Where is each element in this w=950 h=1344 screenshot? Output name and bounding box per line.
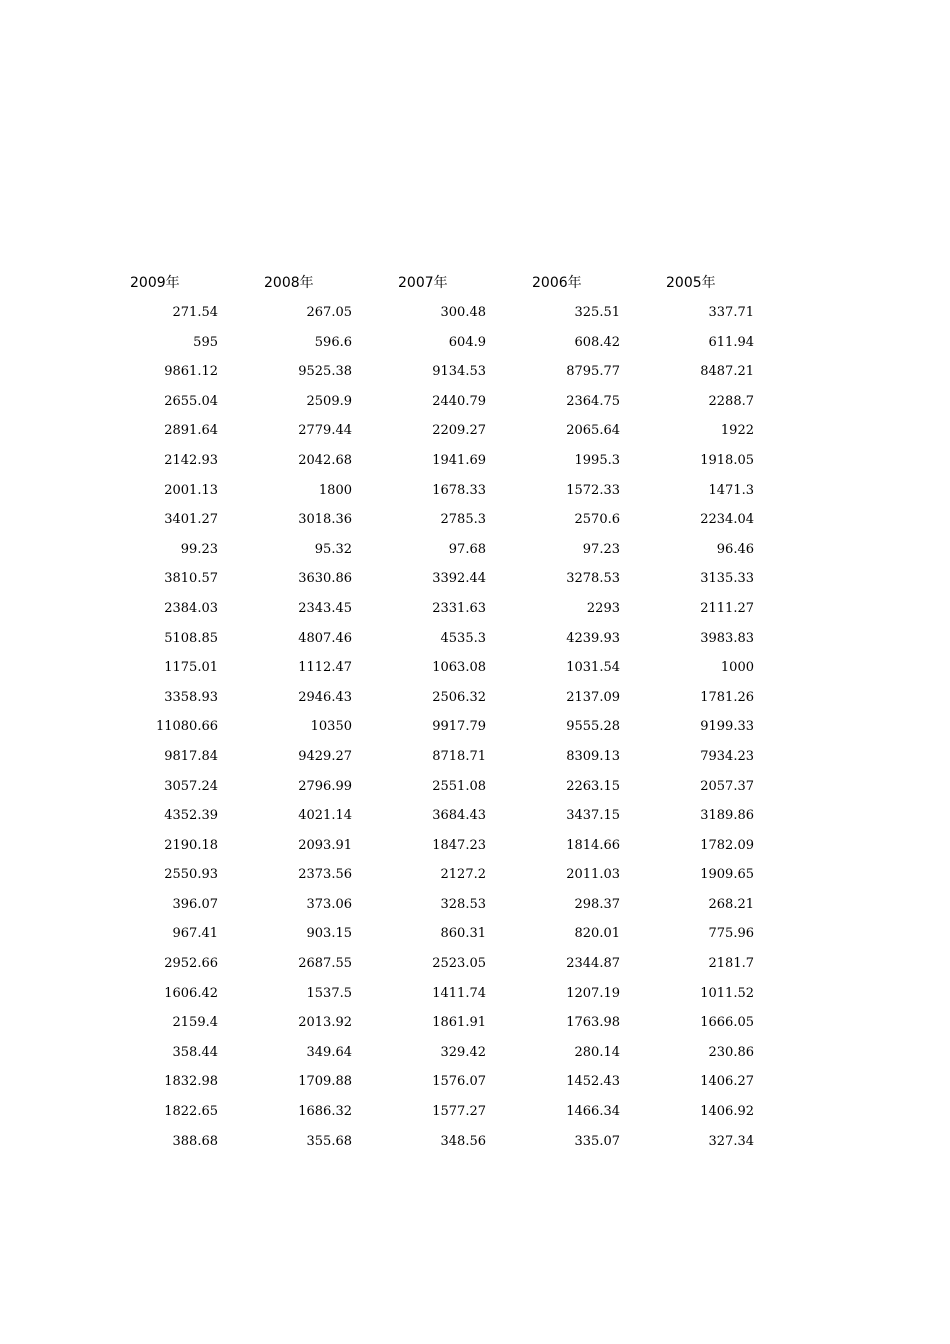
- table-row: [0, 537, 950, 567]
- table-cell: 2159.4: [172, 1015, 218, 1031]
- table-cell: 2181.7: [708, 956, 754, 972]
- table-cell: 7934.23: [700, 748, 754, 764]
- table-row: [0, 1129, 950, 1159]
- table-cell: 1995.3: [574, 452, 620, 468]
- table-cell: 8309.13: [566, 748, 620, 764]
- table-cell: 2137.09: [566, 689, 620, 705]
- table-cell: 608.42: [574, 334, 620, 350]
- table-row: [0, 774, 950, 804]
- table-cell: 1207.19: [566, 985, 620, 1001]
- table-cell: 3810.57: [164, 571, 218, 587]
- column-header-2009: 2009年: [130, 275, 180, 291]
- table-cell: 2093.91: [298, 837, 352, 853]
- table-row: [0, 921, 950, 951]
- table-cell: 97.68: [448, 541, 486, 557]
- table-cell: 9555.28: [566, 719, 620, 735]
- table-cell: 2440.79: [432, 393, 486, 409]
- table-cell: 2331.63: [432, 600, 486, 616]
- table-cell: 8718.71: [432, 748, 486, 764]
- table-row: [0, 685, 950, 715]
- table-cell: 97.23: [582, 541, 620, 557]
- table-cell: 903.15: [306, 926, 352, 942]
- table-cell: 2127.2: [440, 867, 486, 883]
- table-row: [0, 330, 950, 360]
- table-cell: 2288.7: [708, 393, 754, 409]
- table-cell: 373.06: [306, 896, 352, 912]
- table-cell: 9861.12: [164, 364, 218, 380]
- table-row: [0, 803, 950, 833]
- table-cell: 3057.24: [164, 778, 218, 794]
- table-cell: 820.01: [574, 926, 620, 942]
- table-cell: 1466.34: [566, 1104, 620, 1120]
- table-cell: 325.51: [574, 305, 620, 320]
- table-cell: 1175.01: [164, 660, 218, 676]
- table-cell: 1572.33: [566, 482, 620, 498]
- table-header-row: [0, 272, 950, 296]
- table-cell: 3983.83: [700, 630, 754, 646]
- table-cell: 2384.03: [164, 600, 218, 616]
- table-cell: 595: [193, 334, 218, 350]
- table-cell: 3135.33: [700, 571, 754, 587]
- table-cell: 1832.98: [164, 1074, 218, 1090]
- table-cell: 2551.08: [432, 778, 486, 794]
- table-cell: 3392.44: [432, 571, 486, 587]
- table-cell: 3437.15: [566, 808, 620, 824]
- table-cell: 860.31: [440, 926, 486, 942]
- table-cell: 2011.03: [566, 867, 620, 883]
- table-cell: 2142.93: [164, 452, 218, 468]
- table-cell: 1709.88: [298, 1074, 352, 1090]
- table-cell: 2373.56: [298, 867, 352, 883]
- table-cell: 1782.09: [700, 837, 754, 853]
- table-cell: 2509.9: [306, 393, 352, 409]
- table-cell: 2209.27: [432, 423, 486, 439]
- table-cell: 327.34: [708, 1133, 754, 1149]
- table-cell: 2234.04: [700, 512, 754, 528]
- table-cell: 96.46: [716, 541, 754, 557]
- table-row: [0, 418, 950, 448]
- column-header-2008: 2008年: [264, 275, 314, 291]
- table-cell: 271.54: [172, 305, 218, 320]
- table-cell: 3278.53: [566, 571, 620, 587]
- column-header-2007: 2007年: [398, 275, 448, 291]
- table-cell: 3018.36: [298, 512, 352, 528]
- table-cell: 1666.05: [700, 1015, 754, 1031]
- table-cell: 2796.99: [298, 778, 352, 794]
- table-cell: 11080.66: [155, 719, 218, 735]
- table-cell: 9429.27: [298, 748, 352, 764]
- table-row: [0, 300, 950, 330]
- table-cell: 1000: [720, 660, 754, 676]
- table-row: [0, 833, 950, 863]
- table-cell: 335.07: [574, 1133, 620, 1149]
- table-cell: 967.41: [172, 926, 218, 942]
- table-cell: 348.56: [440, 1133, 486, 1149]
- table-cell: 2343.45: [298, 600, 352, 616]
- table-cell: 611.94: [708, 334, 754, 350]
- table-cell: 4021.14: [298, 808, 352, 824]
- table-cell: 1800: [318, 482, 352, 498]
- table-cell: 3401.27: [164, 512, 218, 528]
- table-cell: 596.6: [314, 334, 352, 350]
- table-cell: 2779.44: [298, 423, 352, 439]
- table-cell: 3358.93: [164, 689, 218, 705]
- table-row: [0, 566, 950, 596]
- table-cell: 280.14: [574, 1044, 620, 1060]
- table-cell: 2687.55: [298, 956, 352, 972]
- table-row: [0, 981, 950, 1011]
- table-cell: 4352.39: [164, 808, 218, 824]
- table-cell: 2263.15: [566, 778, 620, 794]
- table-cell: 1678.33: [432, 482, 486, 498]
- table-cell: 1918.05: [700, 452, 754, 468]
- table-cell: 2190.18: [164, 837, 218, 853]
- table-cell: 1011.52: [700, 985, 754, 1001]
- table-cell: 2344.87: [566, 956, 620, 972]
- table-cell: 9199.33: [700, 719, 754, 735]
- table-cell: 329.42: [440, 1044, 486, 1060]
- table-cell: 4239.93: [566, 630, 620, 646]
- table-cell: 2523.05: [432, 956, 486, 972]
- table-row: [0, 1069, 950, 1099]
- table-cell: 2013.92: [298, 1015, 352, 1031]
- table-cell: 2506.32: [432, 689, 486, 705]
- table-row: [0, 714, 950, 744]
- table-cell: 298.37: [574, 896, 620, 912]
- table-cell: 3630.86: [298, 571, 352, 587]
- table-cell: 2952.66: [164, 956, 218, 972]
- table-cell: 268.21: [708, 896, 754, 912]
- table-cell: 8795.77: [566, 364, 620, 380]
- table-cell: 3189.86: [700, 808, 754, 824]
- table-cell: 349.64: [306, 1044, 352, 1060]
- table-cell: 1909.65: [700, 867, 754, 883]
- table-cell: 1847.23: [432, 837, 486, 853]
- table-row: [0, 478, 950, 508]
- table-cell: 1941.69: [432, 452, 486, 468]
- table-cell: 2001.13: [164, 482, 218, 498]
- table-cell: 358.44: [172, 1044, 218, 1060]
- table-cell: 2550.93: [164, 867, 218, 883]
- table-cell: 396.07: [172, 896, 218, 912]
- table-cell: 2057.37: [700, 778, 754, 794]
- table-row: [0, 596, 950, 626]
- table-cell: 388.68: [172, 1133, 218, 1149]
- table-row: [0, 448, 950, 478]
- table-cell: 9817.84: [164, 748, 218, 764]
- table-cell: 1406.92: [700, 1104, 754, 1120]
- table-cell: 1031.54: [566, 660, 620, 676]
- table-cell: 5108.85: [164, 630, 218, 646]
- table-cell: 337.71: [708, 305, 754, 320]
- table-cell: 1861.91: [432, 1015, 486, 1031]
- table-row: [0, 507, 950, 537]
- table-cell: 99.23: [180, 541, 218, 557]
- table-cell: 300.48: [440, 305, 486, 320]
- table-row: [0, 744, 950, 774]
- table-cell: 2655.04: [164, 393, 218, 409]
- table-row: [0, 892, 950, 922]
- table-cell: 2065.64: [566, 423, 620, 439]
- table-cell: 1606.42: [164, 985, 218, 1001]
- table-cell: 2042.68: [298, 452, 352, 468]
- table-cell: 230.86: [708, 1044, 754, 1060]
- table-cell: 2364.75: [566, 393, 620, 409]
- table-cell: 2891.64: [164, 423, 218, 439]
- table-cell: 1577.27: [432, 1104, 486, 1120]
- table-row: [0, 951, 950, 981]
- table-cell: 1763.98: [566, 1015, 620, 1031]
- table-cell: 9134.53: [432, 364, 486, 380]
- table-cell: 328.53: [440, 896, 486, 912]
- column-header-2005: 2005年: [666, 275, 716, 291]
- table-cell: 1452.43: [566, 1074, 620, 1090]
- table-row: [0, 1040, 950, 1070]
- table-cell: 1112.47: [298, 660, 352, 676]
- table-cell: 9525.38: [298, 364, 352, 380]
- table-cell: 355.68: [306, 1133, 352, 1149]
- table-row: [0, 1099, 950, 1129]
- table-cell: 1814.66: [566, 837, 620, 853]
- table-cell: 2111.27: [700, 600, 754, 616]
- table-cell: 1406.27: [700, 1074, 754, 1090]
- table-cell: 1822.65: [164, 1104, 218, 1120]
- table-cell: 604.9: [448, 334, 486, 350]
- table-row: [0, 655, 950, 685]
- table-cell: 10350: [310, 719, 352, 735]
- table-cell: 1781.26: [700, 689, 754, 705]
- table-cell: 9917.79: [432, 719, 486, 735]
- table-row: [0, 626, 950, 656]
- table-cell: 8487.21: [700, 364, 754, 380]
- table-cell: 267.05: [306, 305, 352, 320]
- table-cell: 2946.43: [298, 689, 352, 705]
- table-cell: 95.32: [314, 541, 352, 557]
- table-cell: 1063.08: [432, 660, 486, 676]
- table-cell: 2785.3: [440, 512, 486, 528]
- table-cell: 1686.32: [298, 1104, 352, 1120]
- table-cell: 1576.07: [432, 1074, 486, 1090]
- table-row: [0, 389, 950, 419]
- table-cell: 2570.6: [574, 512, 620, 528]
- table-cell: 4807.46: [298, 630, 352, 646]
- table-cell: 1471.3: [708, 482, 754, 498]
- table-cell: 3684.43: [432, 808, 486, 824]
- table-cell: 775.96: [708, 926, 754, 942]
- table-cell: 1411.74: [432, 985, 486, 1001]
- table-body: [0, 300, 950, 1158]
- table-row: [0, 1010, 950, 1040]
- table-row: [0, 359, 950, 389]
- table-cell: 2293: [586, 600, 620, 616]
- table-cell: 1922: [720, 423, 754, 439]
- column-header-2006: 2006年: [532, 275, 582, 291]
- table-cell: 1537.5: [306, 985, 352, 1001]
- table-row: [0, 862, 950, 892]
- table-cell: 4535.3: [440, 630, 486, 646]
